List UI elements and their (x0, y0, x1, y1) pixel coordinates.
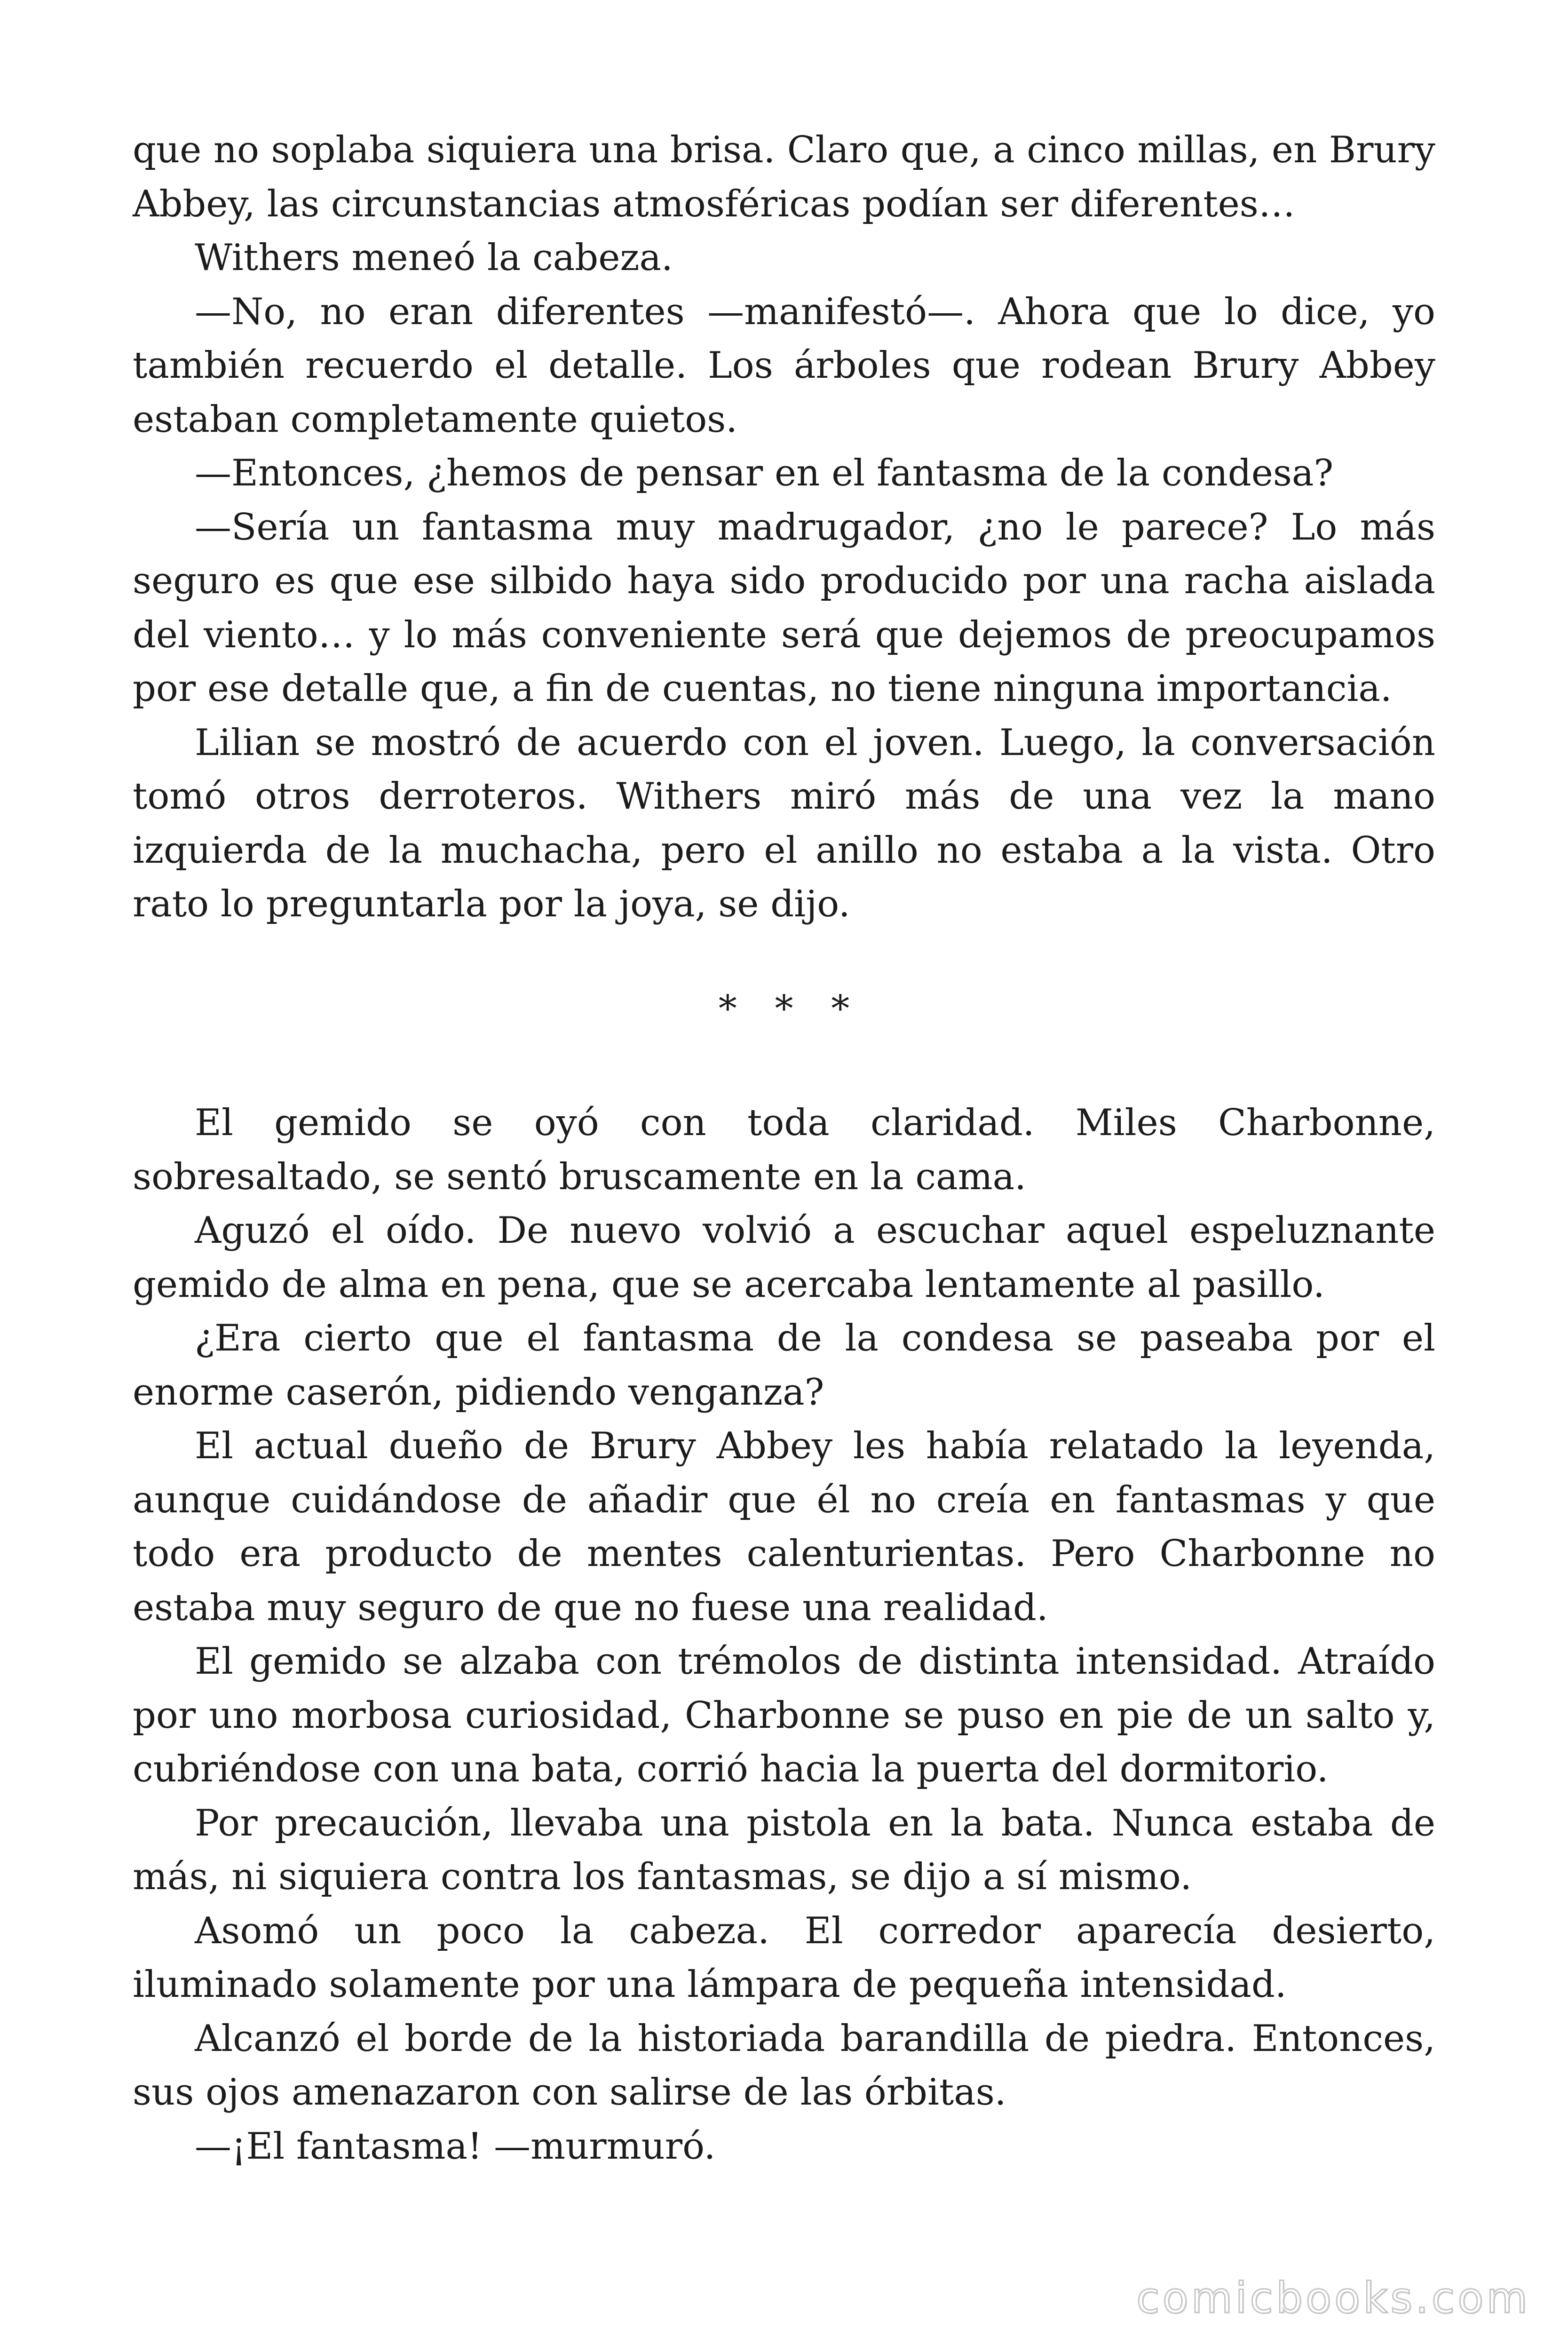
paragraph: —¡El fantasma! —murmuró. (195, 2125, 716, 2168)
paragraph: Lilian se mostró de acuerdo con el joven. Luego, la conversación tomó otros derroteros. Withers miró más de una vez la mano izquierda de la muchacha, pero el anillo no estaba a la vista. Otro rato lo preguntarla por la joya, se dijo. (133, 721, 1435, 925)
paragraph: —Entonces, ¿hemos de pensar en el fantasma de la condesa? (195, 452, 1334, 494)
paragraph: El gemido se alzaba con trémolos de distinta intensidad. Atraído por uno morbosa curiosidad, Charbonne se puso en pie de un salto y, cubriéndose con una bata, corrió hacia la puerta del dormitorio. (133, 1640, 1435, 1790)
paragraph: —No, no eran diferentes —manifestó—. Ahora que lo dice, yo también recuerdo el detalle. Los árboles que rodean Brury Abbey estaban completamente quietos. (133, 290, 1435, 441)
paragraph: El actual dueño de Brury Abbey les había relatado la leyenda, aunque cuidándose de añadir que él no creía en fantasmas y que todo era producto de mentes calenturientas. Pero Charbonne no estaba muy seguro de que no fuese una realidad. (133, 1425, 1435, 1629)
paragraph: que no soplaba siquiera una brisa. Claro que, a cinco millas, en Brury Abbey, las circunstancias atmosféricas podían ser diferentes… (133, 129, 1435, 225)
watermark: comicbooks.com (1136, 2273, 1530, 2323)
paragraph: ¿Era cierto que el fantasma de la condesa se paseaba por el enorme caserón, pidiendo venganza? (133, 1317, 1435, 1414)
paragraph: Aguzó el oído. De nuevo volvió a escuchar aquel espeluznante gemido de alma en pena, que se acercaba lentamente al pasillo. (133, 1209, 1435, 1306)
section-break: * * * (718, 987, 863, 1030)
paragraph: —Sería un fantasma muy madrugador, ¿no le parece? Lo más seguro es que ese silbido haya sido producido por una racha aislada del viento… y lo más conveniente será que dejemos de preocupamos por ese detalle que, a fin de cuentas, no tiene ninguna importancia. (133, 506, 1435, 710)
paragraph: Por precaución, llevaba una pistola en la bata. Nunca estaba de más, ni siquiera contra los fantasmas, se dijo a sí mismo. (133, 1802, 1435, 1898)
paragraph: Alcanzó el borde de la historiada barandilla de piedra. Entonces, sus ojos amenazaron con salirse de las órbitas. (133, 2017, 1435, 2114)
paragraph: Asomó un poco la cabeza. El corredor aparecía desierto, iluminado solamente por una lámpara de pequeña intensidad. (133, 1909, 1435, 2006)
paragraph: El gemido se oyó con toda claridad. Miles Charbonne, sobresaltado, se sentó bruscamente en la cama. (133, 1102, 1435, 1198)
page-body (133, 123, 1435, 2173)
paragraph: Withers meneó la cabeza. (195, 237, 673, 279)
